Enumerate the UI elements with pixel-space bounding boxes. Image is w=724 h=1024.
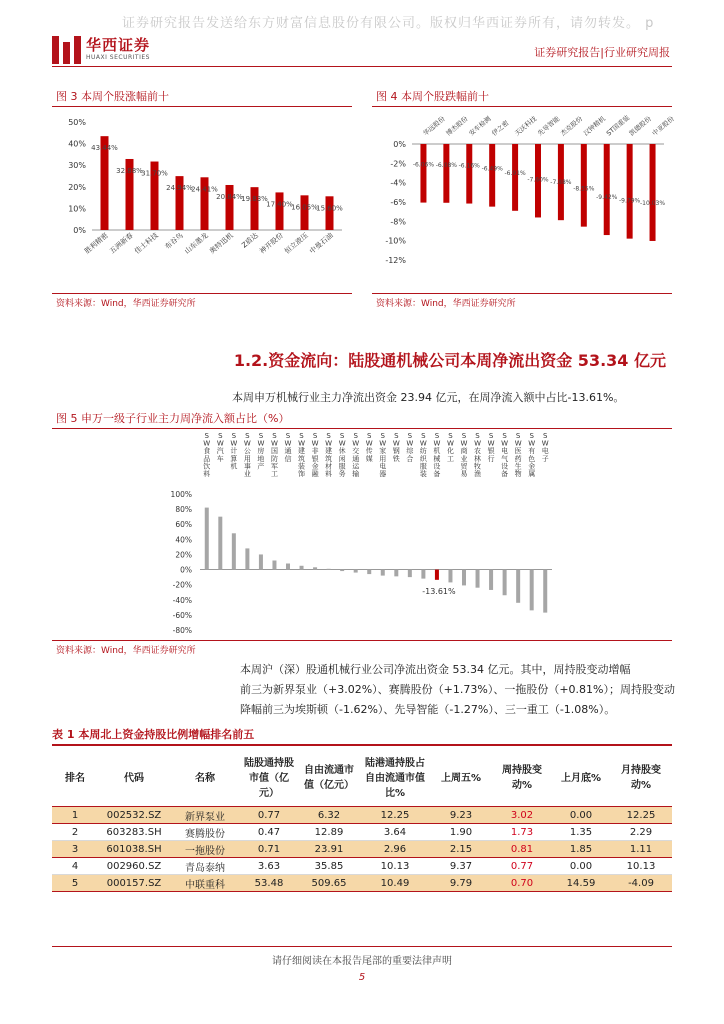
th-name: 名称 (170, 745, 240, 807)
fig3-bottom-line (52, 293, 352, 294)
bar (381, 570, 385, 576)
logo-text-cn: 华西证券 (86, 36, 151, 54)
bar (313, 567, 317, 569)
bar (394, 570, 398, 577)
th-code: 代码 (98, 745, 170, 807)
x-tick-label: S W 非银金融 (311, 432, 319, 478)
th-last-friday: 上周五% (430, 745, 492, 807)
x-tick-label: S W 农林牧渔 (474, 432, 482, 478)
data-label: 31.70% (141, 169, 168, 178)
x-tick-label: 恒立液压 (283, 231, 310, 256)
bar (408, 570, 412, 578)
bar (326, 196, 334, 230)
bar (205, 508, 209, 570)
y-tick-label: -8% (390, 217, 406, 227)
table-cell: 5 (52, 875, 98, 892)
bar (301, 195, 309, 230)
x-tick-label: 安车检测 (467, 114, 493, 138)
x-tick-label: 山东墨龙 (183, 231, 210, 256)
data-label: 15.60% (316, 204, 343, 213)
table-cell: 0.77 (492, 858, 552, 875)
bar (421, 570, 425, 579)
x-tick-label: S W 建筑材料 (325, 432, 333, 478)
logo-icon (52, 36, 82, 68)
data-label: -6.06% (412, 161, 435, 169)
table-cell: 0.70 (492, 875, 552, 892)
table-cell: 0.00 (552, 807, 610, 824)
bar (435, 570, 439, 580)
table-cell: 12.25 (360, 807, 430, 824)
bar (232, 533, 236, 569)
bar (448, 570, 452, 583)
table-cell: 12.25 (610, 807, 672, 824)
y-tick-label: -6% (390, 198, 406, 207)
y-tick-label: -80% (172, 626, 192, 635)
y-tick-label: 20% (175, 550, 192, 560)
fig4-bottom-line (372, 293, 672, 294)
bar (300, 566, 304, 570)
bar (245, 548, 249, 569)
x-tick-label: S W 传媒 (365, 432, 373, 463)
table-cell: 新界泵业 (170, 807, 240, 824)
data-label: -9.42% (596, 194, 618, 202)
table-cell: 53.48 (240, 875, 298, 892)
footer-divider (52, 946, 672, 947)
data-label: -7.60% (527, 176, 549, 184)
x-tick-label: S W 国防军工 (270, 432, 278, 478)
y-tick-label: -20% (172, 580, 192, 590)
table-cell: 10.13 (360, 858, 430, 875)
bar (443, 144, 449, 203)
data-label: -6.91% (504, 169, 526, 177)
x-tick-label: S W 建筑装饰 (298, 432, 306, 478)
data-label: 19.83% (241, 195, 268, 204)
y-tick-label: 40% (68, 139, 86, 149)
fig3-source: 资料来源：Wind，华西证券研究所 (56, 299, 196, 309)
table-cell: 3.02 (492, 807, 552, 824)
table-cell: 601038.SH (98, 841, 170, 858)
y-tick-label: 10% (68, 204, 86, 214)
data-label: 43.44% (91, 144, 118, 153)
table-header-row (52, 745, 672, 807)
fig5-bottom-line (52, 640, 672, 641)
bar (650, 144, 656, 241)
th-month-change: 月持股变动% (610, 745, 672, 807)
x-tick-label: S W 商业贸易 (460, 432, 468, 478)
fig5-title: 图 5 申万一级子行业主力周净流入额占比（%） (56, 412, 290, 425)
bar (276, 192, 284, 230)
highlight-data-label: -13.61% (422, 586, 456, 596)
table-cell: 青岛泰纳 (170, 858, 240, 875)
bar (489, 144, 495, 207)
footer-disclaimer: 请仔细阅读在本报告尾部的重要法律声明 (272, 956, 452, 967)
bar (462, 570, 466, 586)
x-tick-label: 博杰股份 (444, 114, 470, 138)
y-tick-label: 60% (175, 520, 192, 530)
table-row (52, 875, 672, 892)
bar (226, 185, 234, 230)
data-label: -10.03% (640, 199, 666, 207)
th-week-change: 周持股变动% (492, 745, 552, 807)
th-rank: 排名 (52, 745, 98, 807)
x-tick-label: S W 银行 (487, 432, 495, 463)
table-cell: 9.23 (430, 807, 492, 824)
table-row (52, 824, 672, 841)
x-tick-label: 五洲新春 (108, 231, 135, 256)
table-cell: 0.00 (552, 858, 610, 875)
bar (604, 144, 610, 235)
y-tick-label: -10% (385, 236, 406, 246)
fig3-title-line (52, 106, 352, 107)
table-cell: 1.90 (430, 824, 492, 841)
th-last-month: 上月底% (552, 745, 610, 807)
table-cell: 3.64 (360, 824, 430, 841)
x-tick-label: 胜利精密 (83, 231, 110, 256)
table-cell: 3 (52, 841, 98, 858)
fig4-source: 资料来源：Wind，华西证券研究所 (376, 299, 516, 309)
table-cell: 3.63 (240, 858, 298, 875)
x-tick-label: 天沃科技 (513, 114, 539, 138)
data-label: 24.41% (191, 185, 218, 194)
table-cell: 000157.SZ (98, 875, 170, 892)
table-cell: 1.35 (552, 824, 610, 841)
table-cell: 4 (52, 858, 98, 875)
table-cell: 1.73 (492, 824, 552, 841)
fig3-title: 图 3 本周个股涨幅前十 (56, 90, 169, 103)
x-tick-label: 华远股份 (421, 114, 447, 138)
x-tick-label: S W 化工 (446, 432, 454, 463)
table-title: 表 1 本周北上资金持股比例增幅排名前五 (52, 728, 255, 741)
table-cell: 0.81 (492, 841, 552, 858)
table-cell: 2 (52, 824, 98, 841)
table-cell: 10.13 (610, 858, 672, 875)
table-cell: 603283.SH (98, 824, 170, 841)
x-tick-label: 凯德股份 (627, 114, 653, 138)
x-tick-label: S W 电子 (541, 432, 549, 463)
table-cell: 1.85 (552, 841, 610, 858)
data-label: 32.88% (116, 166, 143, 175)
table-cell: 35.85 (298, 858, 360, 875)
table-cell: 0.47 (240, 824, 298, 841)
y-tick-label: -40% (172, 595, 192, 605)
bar (466, 144, 472, 204)
data-label: -8.55% (573, 185, 595, 193)
bar (286, 564, 290, 570)
y-tick-label: -4% (390, 178, 406, 188)
bar (543, 570, 547, 613)
x-tick-label: S W 机械设备 (433, 432, 441, 478)
table-cell: 509.65 (298, 875, 360, 892)
fig4-title-line (372, 106, 672, 107)
y-tick-label: 50% (68, 118, 86, 127)
th-ratio: 陆港通持股占自由流通市值比% (360, 745, 430, 807)
x-tick-label: Z盾达 (240, 231, 260, 250)
x-tick-label: S W 休闲服务 (338, 432, 346, 478)
fig4-chart (372, 108, 676, 292)
table-row (52, 858, 672, 875)
x-tick-label: 布谷鸟 (163, 231, 185, 252)
x-tick-label: S W 有色金属 (528, 432, 536, 478)
y-tick-label: 0% (180, 565, 192, 575)
x-tick-label: 中亚股份 (650, 114, 676, 138)
x-tick-label: S W 计算机 (230, 432, 238, 471)
table-cell: 9.37 (430, 858, 492, 875)
th-free-float: 自由流通市值（亿元） (298, 745, 360, 807)
table-cell: 0.71 (240, 841, 298, 858)
y-tick-label: 20% (68, 182, 86, 192)
fig4-title: 图 4 本周个股跌幅前十 (376, 90, 489, 103)
page-number: 5 (358, 972, 366, 983)
x-tick-label: S W 交通运输 (352, 432, 360, 478)
fig5-source: 资料来源：Wind，华西证券研究所 (56, 646, 196, 656)
x-tick-label: 汉钟精机 (581, 114, 608, 138)
table-cell: 2.96 (360, 841, 430, 858)
x-tick-label: S W 房地产 (257, 432, 265, 471)
y-tick-label: 100% (170, 490, 192, 499)
paragraph-northbound-line2: 前三为新界泵业（+3.02%）、赛腾股份（+1.73%）、一拖股份（+0.81%）；周持股变动 (240, 683, 675, 696)
table-cell: 赛腾股份 (170, 824, 240, 841)
y-tick-label: -12% (385, 256, 406, 265)
x-tick-label: 伊之密 (490, 118, 511, 138)
fig3-chart (52, 108, 352, 292)
y-tick-label: 80% (175, 505, 192, 515)
bar (476, 570, 480, 588)
paragraph-northbound-line3: 降幅前三为埃斯顿（-1.62%）、先导智能（-1.27%）、三一重工（-1.08%）。 (240, 703, 616, 716)
bar (512, 144, 518, 211)
x-tick-label: 奥特迅机 (208, 231, 235, 256)
bar (251, 187, 259, 230)
x-tick-label: S W 食品饮料 (203, 432, 211, 478)
x-tick-label: 佳士科技 (133, 231, 160, 256)
table-cell: 中联重科 (170, 875, 240, 892)
th-hk-value: 陆股通持股市值（亿元） (240, 745, 298, 807)
table-cell: 6.32 (298, 807, 360, 824)
y-tick-label: 40% (175, 535, 192, 545)
data-label: 20.84% (216, 192, 243, 201)
table-cell: 12.89 (298, 824, 360, 841)
data-label: 24.94% (166, 184, 193, 193)
table-cell: 0.77 (240, 807, 298, 824)
data-label: -6.49% (481, 165, 503, 173)
table-cell: 002532.SZ (98, 807, 170, 824)
x-tick-label: 神开股份 (258, 231, 285, 256)
table-cell: 23.91 (298, 841, 360, 858)
table-row (52, 807, 672, 824)
bar (354, 570, 358, 573)
bar (627, 144, 633, 239)
watermark-text: 证券研究报告发送给东方财富信息股份有限公司。版权归华西证券所有，请勿转发。 p (122, 16, 655, 31)
bar (367, 570, 371, 575)
bar (218, 517, 222, 570)
table-cell: 14.59 (552, 875, 610, 892)
x-tick-label: 先导智能 (536, 114, 562, 138)
bar (327, 569, 331, 570)
data-label: -6.08% (435, 161, 457, 169)
x-tick-label: S W 通信 (284, 432, 292, 463)
x-tick-label: S W 公用事业 (243, 432, 251, 478)
x-tick-label: S W 综合 (406, 432, 414, 463)
x-tick-label: 杰克股份 (559, 114, 585, 138)
y-tick-label: -60% (172, 610, 192, 620)
data-label: 17.40% (266, 200, 293, 209)
table-row (52, 841, 672, 858)
paragraph-northbound-line1: 本周沪（深）股通机械行业公司净流出资金 53.34 亿元。其中，周持股变动增幅 (240, 663, 631, 676)
paragraph-main-flow: 本周申万机械行业主力净流出资金 23.94 亿元，在周净流入额中占比-13.61%。 (232, 391, 625, 404)
x-tick-label: ST国重装 (604, 113, 632, 138)
table-cell: 2.15 (430, 841, 492, 858)
x-tick-label: S W 钢铁 (392, 432, 400, 463)
section-title: 1.2.资金流向：陆股通机械公司本周净流出资金 53.34 亿元 (233, 351, 666, 370)
bar (420, 144, 426, 203)
bar (489, 570, 493, 590)
logo-text-en: HUAXI SECURITIES (86, 54, 150, 61)
bar (340, 570, 344, 572)
data-label: -6.16% (458, 162, 480, 170)
bar (272, 560, 276, 569)
x-tick-label: 中曼石油 (308, 231, 335, 256)
table-cell: 一拖股份 (170, 841, 240, 858)
fig5-title-line (52, 428, 672, 429)
x-tick-label: S W 电气设备 (501, 432, 509, 478)
table-cell: 1.11 (610, 841, 672, 858)
fig5-chart (52, 430, 672, 638)
y-tick-label: 0% (73, 226, 86, 235)
y-tick-label: 30% (68, 161, 86, 171)
x-tick-label: S W 汽车 (216, 432, 224, 463)
table-cell: -4.09 (610, 875, 672, 892)
table-cell: 002960.SZ (98, 858, 170, 875)
table-cell: 1 (52, 807, 98, 824)
table-cell: 10.49 (360, 875, 430, 892)
x-tick-label: S W 医药生物 (514, 432, 522, 478)
bar (530, 570, 534, 611)
bar (503, 570, 507, 596)
header-divider (52, 66, 672, 67)
data-label: -7.88% (550, 179, 572, 187)
x-tick-label: S W 纺织服装 (419, 432, 427, 478)
data-label: -9.79% (619, 197, 641, 205)
report-type: 证券研究报告|行业研究周报 (534, 46, 670, 59)
northbound-table (52, 744, 672, 892)
y-tick-label: -2% (390, 159, 406, 169)
table-cell: 2.29 (610, 824, 672, 841)
x-tick-label: S W 家用电器 (379, 432, 387, 478)
y-tick-label: 0% (393, 140, 406, 149)
data-label: 16.05% (291, 203, 318, 212)
bar (516, 570, 520, 603)
table-cell: 9.79 (430, 875, 492, 892)
bar (259, 554, 263, 569)
